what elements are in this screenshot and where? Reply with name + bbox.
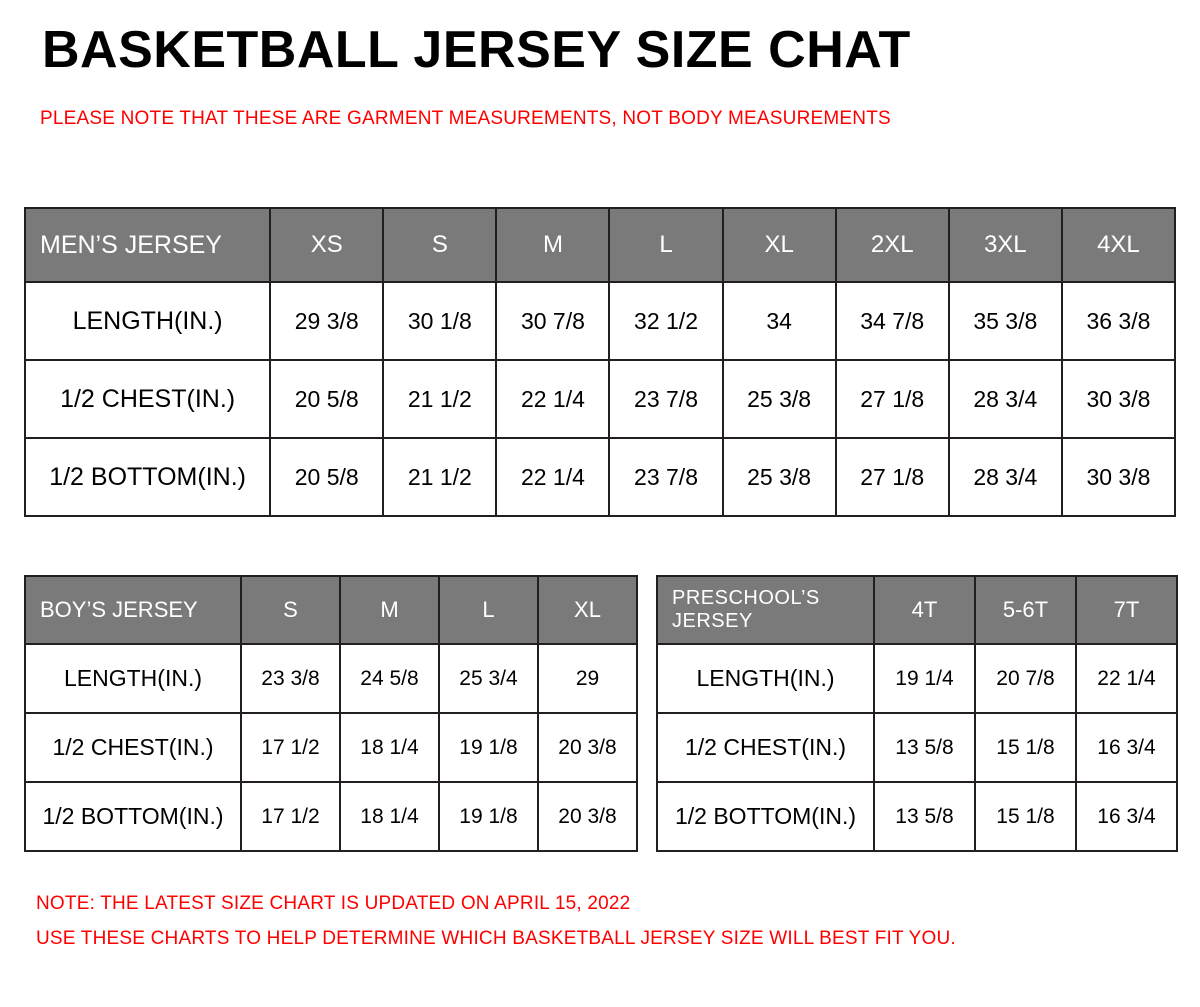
column-header: BOY’S JERSEY <box>25 576 241 644</box>
column-header: MEN’S JERSEY <box>25 208 270 282</box>
page-title: BASKETBALL JERSEY SIZE CHAT <box>42 21 911 79</box>
column-header: 5-6T <box>975 576 1076 644</box>
table-cell: 19 1/8 <box>439 782 538 851</box>
column-header: 3XL <box>949 208 1062 282</box>
table-cell: 24 5/8 <box>340 644 439 713</box>
column-header: L <box>609 208 722 282</box>
table-cell: 30 3/8 <box>1062 438 1175 516</box>
column-header: M <box>496 208 609 282</box>
row-label: 1/2 CHEST(IN.) <box>657 713 874 782</box>
table-cell: 28 3/4 <box>949 360 1062 438</box>
table-cell: 17 1/2 <box>241 782 340 851</box>
table-cell: 30 7/8 <box>496 282 609 360</box>
row-label: 1/2 BOTTOM(IN.) <box>25 438 270 516</box>
column-header: XL <box>723 208 836 282</box>
table-cell: 13 5/8 <box>874 782 975 851</box>
table-cell: 35 3/8 <box>949 282 1062 360</box>
table-cell: 20 3/8 <box>538 782 637 851</box>
table-cell: 34 7/8 <box>836 282 949 360</box>
table-cell: 16 3/4 <box>1076 782 1177 851</box>
preschool-jersey-size-table <box>656 575 1178 852</box>
footer-notes <box>36 886 1156 956</box>
column-header: PRESCHOOL’S JERSEY <box>657 576 874 644</box>
row-label: 1/2 CHEST(IN.) <box>25 713 241 782</box>
table-row <box>657 713 1177 782</box>
table-cell: 22 1/4 <box>496 360 609 438</box>
row-label: 1/2 CHEST(IN.) <box>25 360 270 438</box>
table-cell: 30 3/8 <box>1062 360 1175 438</box>
column-header: XL <box>538 576 637 644</box>
table-cell: 23 7/8 <box>609 438 722 516</box>
table-cell: 25 3/4 <box>439 644 538 713</box>
boys-jersey-size-table <box>24 575 638 852</box>
table-header-row <box>25 208 1175 282</box>
table-cell: 28 3/4 <box>949 438 1062 516</box>
table-cell: 36 3/8 <box>1062 282 1175 360</box>
table-row <box>657 782 1177 851</box>
table-cell: 19 1/4 <box>874 644 975 713</box>
table-cell: 29 3/8 <box>270 282 383 360</box>
column-header: XS <box>270 208 383 282</box>
table-cell: 22 1/4 <box>496 438 609 516</box>
row-label: LENGTH(IN.) <box>25 644 241 713</box>
mens-jersey-size-table <box>24 207 1176 517</box>
table-row <box>25 644 637 713</box>
table-cell: 25 3/8 <box>723 360 836 438</box>
column-header: L <box>439 576 538 644</box>
table-cell: 25 3/8 <box>723 438 836 516</box>
row-label: 1/2 BOTTOM(IN.) <box>25 782 241 851</box>
table-cell: 17 1/2 <box>241 713 340 782</box>
footer-note-update: NOTE: THE LATEST SIZE CHART IS UPDATED ON APRIL 15, 2022 <box>36 893 631 914</box>
row-label: LENGTH(IN.) <box>25 282 270 360</box>
column-header: 7T <box>1076 576 1177 644</box>
table-cell: 20 5/8 <box>270 360 383 438</box>
table-cell: 18 1/4 <box>340 782 439 851</box>
table-row <box>25 782 637 851</box>
column-header: 4T <box>874 576 975 644</box>
row-label: LENGTH(IN.) <box>657 644 874 713</box>
table-cell: 21 1/2 <box>383 438 496 516</box>
table-cell: 21 1/2 <box>383 360 496 438</box>
table-cell: 30 1/8 <box>383 282 496 360</box>
column-header: 4XL <box>1062 208 1175 282</box>
column-header: 2XL <box>836 208 949 282</box>
table-cell: 32 1/2 <box>609 282 722 360</box>
table-cell: 16 3/4 <box>1076 713 1177 782</box>
table-cell: 18 1/4 <box>340 713 439 782</box>
table-cell: 15 1/8 <box>975 713 1076 782</box>
table-header-row <box>657 576 1177 644</box>
table-header-row <box>25 576 637 644</box>
column-header: M <box>340 576 439 644</box>
table-cell: 20 3/8 <box>538 713 637 782</box>
table-cell: 15 1/8 <box>975 782 1076 851</box>
table-row <box>25 438 1175 516</box>
garment-measurement-note: PLEASE NOTE THAT THESE ARE GARMENT MEASUREMENTS, NOT BODY MEASUREMENTS <box>40 108 891 129</box>
column-header: S <box>383 208 496 282</box>
table-row <box>25 282 1175 360</box>
column-header: S <box>241 576 340 644</box>
table-cell: 34 <box>723 282 836 360</box>
table-cell: 29 <box>538 644 637 713</box>
table-row <box>25 713 637 782</box>
row-label: 1/2 BOTTOM(IN.) <box>657 782 874 851</box>
table-cell: 20 5/8 <box>270 438 383 516</box>
table-cell: 23 7/8 <box>609 360 722 438</box>
table-cell: 13 5/8 <box>874 713 975 782</box>
table-cell: 19 1/8 <box>439 713 538 782</box>
table-row <box>657 644 1177 713</box>
table-cell: 20 7/8 <box>975 644 1076 713</box>
table-cell: 27 1/8 <box>836 360 949 438</box>
table-cell: 22 1/4 <box>1076 644 1177 713</box>
table-row <box>25 360 1175 438</box>
footer-note-usage: USE THESE CHARTS TO HELP DETERMINE WHICH BASKETBALL JERSEY SIZE WILL BEST FIT YOU. <box>36 928 956 950</box>
table-cell: 27 1/8 <box>836 438 949 516</box>
table-cell: 23 3/8 <box>241 644 340 713</box>
